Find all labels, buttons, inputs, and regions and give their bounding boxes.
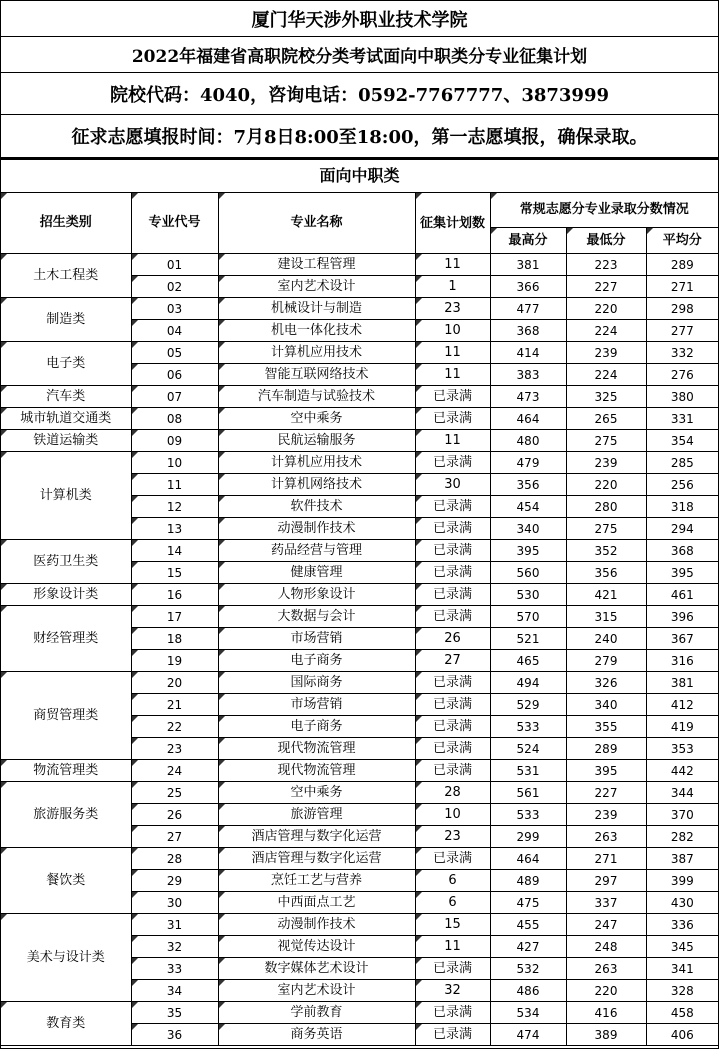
score-max: 533 xyxy=(490,804,566,826)
score-max: 455 xyxy=(490,914,566,936)
plan-count: 已录满 xyxy=(415,694,490,716)
major-name: 视觉传达设计 xyxy=(218,936,415,958)
score-max: 477 xyxy=(490,298,566,320)
score-max: 530 xyxy=(490,584,566,606)
major-name: 室内艺术设计 xyxy=(218,276,415,298)
major-name: 动漫制作技术 xyxy=(218,914,415,936)
score-avg: 380 xyxy=(646,386,718,408)
score-max: 368 xyxy=(490,320,566,342)
major-code: 27 xyxy=(131,826,218,848)
major-code: 01 xyxy=(131,254,218,276)
score-max: 464 xyxy=(490,408,566,430)
score-max: 395 xyxy=(490,540,566,562)
score-min: 340 xyxy=(566,694,646,716)
header-scores: 常规志愿分专业录取分数情况 xyxy=(490,193,718,228)
table-row xyxy=(1,408,718,430)
plan-count: 1 xyxy=(415,276,490,298)
category-cell: 制造类 xyxy=(1,298,131,342)
major-code: 22 xyxy=(131,716,218,738)
category-cell: 旅游服务类 xyxy=(1,782,131,848)
major-code: 36 xyxy=(131,1024,218,1046)
score-min: 352 xyxy=(566,540,646,562)
score-avg: 256 xyxy=(646,474,718,496)
score-max: 534 xyxy=(490,1002,566,1024)
major-name: 人物形象设计 xyxy=(218,584,415,606)
major-code: 16 xyxy=(131,584,218,606)
score-max: 414 xyxy=(490,342,566,364)
score-max: 489 xyxy=(490,870,566,892)
major-name: 现代物流管理 xyxy=(218,738,415,760)
major-name: 市场营销 xyxy=(218,628,415,650)
score-max: 532 xyxy=(490,958,566,980)
plan-count: 已录满 xyxy=(415,760,490,782)
score-avg: 406 xyxy=(646,1024,718,1046)
school-name: 厦门华天涉外职业技术学院 xyxy=(1,1,718,37)
category-cell: 铁道运输类 xyxy=(1,430,131,452)
category-cell: 计算机类 xyxy=(1,452,131,540)
score-max: 529 xyxy=(490,694,566,716)
table-row xyxy=(1,1002,718,1024)
score-avg: 341 xyxy=(646,958,718,980)
table-row xyxy=(1,760,718,782)
score-min: 275 xyxy=(566,430,646,452)
table-row xyxy=(1,298,718,320)
category-cell: 教育类 xyxy=(1,1002,131,1046)
plan-count: 11 xyxy=(415,364,490,386)
score-avg: 285 xyxy=(646,452,718,474)
score-min: 275 xyxy=(566,518,646,540)
major-code: 25 xyxy=(131,782,218,804)
plan-count: 已录满 xyxy=(415,848,490,870)
major-code: 29 xyxy=(131,870,218,892)
score-min: 240 xyxy=(566,628,646,650)
score-avg: 277 xyxy=(646,320,718,342)
major-name: 动漫制作技术 xyxy=(218,518,415,540)
major-code: 17 xyxy=(131,606,218,628)
score-max: 533 xyxy=(490,716,566,738)
score-avg: 298 xyxy=(646,298,718,320)
major-name: 民航运输服务 xyxy=(218,430,415,452)
plan-count: 32 xyxy=(415,980,490,1002)
score-max: 494 xyxy=(490,672,566,694)
score-max: 475 xyxy=(490,892,566,914)
score-avg: 381 xyxy=(646,672,718,694)
major-name: 计算机应用技术 xyxy=(218,342,415,364)
major-name: 酒店管理与数字化运营 xyxy=(218,826,415,848)
plan-title: 2022年福建省高职院校分类考试面向中职类分专业征集计划 xyxy=(1,37,718,73)
score-max: 473 xyxy=(490,386,566,408)
score-min: 220 xyxy=(566,298,646,320)
plan-count: 26 xyxy=(415,628,490,650)
score-min: 279 xyxy=(566,650,646,672)
score-min: 421 xyxy=(566,584,646,606)
table-row xyxy=(1,914,718,936)
score-max: 560 xyxy=(490,562,566,584)
score-min: 263 xyxy=(566,826,646,848)
plan-count: 6 xyxy=(415,870,490,892)
plan-count: 27 xyxy=(415,650,490,672)
major-name: 国际商务 xyxy=(218,672,415,694)
major-code: 09 xyxy=(131,430,218,452)
plan-count: 已录满 xyxy=(415,738,490,760)
plan-count: 已录满 xyxy=(415,606,490,628)
major-name: 健康管理 xyxy=(218,562,415,584)
score-max: 479 xyxy=(490,452,566,474)
score-min: 395 xyxy=(566,760,646,782)
major-name: 数字媒体艺术设计 xyxy=(218,958,415,980)
table-row xyxy=(1,584,718,606)
major-code: 24 xyxy=(131,760,218,782)
plan-count: 11 xyxy=(415,254,490,276)
score-min: 224 xyxy=(566,320,646,342)
score-avg: 332 xyxy=(646,342,718,364)
score-min: 271 xyxy=(566,848,646,870)
score-min: 263 xyxy=(566,958,646,980)
score-min: 325 xyxy=(566,386,646,408)
category-cell: 餐饮类 xyxy=(1,848,131,914)
major-name: 软件技术 xyxy=(218,496,415,518)
score-avg: 395 xyxy=(646,562,718,584)
header-avg: 平均分 xyxy=(646,228,718,254)
major-name: 机械设计与制造 xyxy=(218,298,415,320)
major-name: 药品经营与管理 xyxy=(218,540,415,562)
score-avg: 294 xyxy=(646,518,718,540)
score-avg: 282 xyxy=(646,826,718,848)
score-max: 524 xyxy=(490,738,566,760)
table-row xyxy=(1,430,718,452)
table-row xyxy=(1,782,718,804)
major-code: 23 xyxy=(131,738,218,760)
major-name: 酒店管理与数字化运营 xyxy=(218,848,415,870)
section-title: 面向中职类 xyxy=(1,160,718,193)
major-name: 空中乘务 xyxy=(218,782,415,804)
score-min: 315 xyxy=(566,606,646,628)
score-min: 337 xyxy=(566,892,646,914)
major-code: 21 xyxy=(131,694,218,716)
plan-count: 已录满 xyxy=(415,540,490,562)
score-avg: 442 xyxy=(646,760,718,782)
score-min: 389 xyxy=(566,1024,646,1046)
score-min: 280 xyxy=(566,496,646,518)
major-name: 电子商务 xyxy=(218,716,415,738)
score-avg: 368 xyxy=(646,540,718,562)
plan-count: 已录满 xyxy=(415,452,490,474)
plan-count: 已录满 xyxy=(415,408,490,430)
score-avg: 316 xyxy=(646,650,718,672)
score-min: 355 xyxy=(566,716,646,738)
plan-count: 已录满 xyxy=(415,958,490,980)
table-row xyxy=(1,672,718,694)
table-row xyxy=(1,342,718,364)
score-avg: 276 xyxy=(646,364,718,386)
plan-count: 已录满 xyxy=(415,518,490,540)
plan-count: 已录满 xyxy=(415,496,490,518)
score-min: 223 xyxy=(566,254,646,276)
plan-count: 28 xyxy=(415,782,490,804)
major-name: 学前教育 xyxy=(218,1002,415,1024)
major-name: 市场营销 xyxy=(218,694,415,716)
score-avg: 336 xyxy=(646,914,718,936)
major-name: 大数据与会计 xyxy=(218,606,415,628)
score-min: 220 xyxy=(566,980,646,1002)
major-code: 05 xyxy=(131,342,218,364)
score-avg: 318 xyxy=(646,496,718,518)
major-code: 33 xyxy=(131,958,218,980)
category-cell: 医药卫生类 xyxy=(1,540,131,584)
major-name: 旅游管理 xyxy=(218,804,415,826)
header-major: 专业名称 xyxy=(218,193,415,254)
table-row xyxy=(1,452,718,474)
major-name: 机电一体化技术 xyxy=(218,320,415,342)
score-min: 239 xyxy=(566,452,646,474)
category-cell: 美术与设计类 xyxy=(1,914,131,1002)
score-min: 239 xyxy=(566,342,646,364)
score-max: 299 xyxy=(490,826,566,848)
major-code: 19 xyxy=(131,650,218,672)
major-code: 34 xyxy=(131,980,218,1002)
major-code: 14 xyxy=(131,540,218,562)
major-name: 中西面点工艺 xyxy=(218,892,415,914)
score-min: 416 xyxy=(566,1002,646,1024)
plan-count: 已录满 xyxy=(415,672,490,694)
major-code: 10 xyxy=(131,452,218,474)
score-max: 570 xyxy=(490,606,566,628)
header-plan-label: 征集计划数 xyxy=(419,215,485,231)
score-min: 247 xyxy=(566,914,646,936)
score-avg: 430 xyxy=(646,892,718,914)
plan-count: 11 xyxy=(415,936,490,958)
application-notice: 征求志愿填报时间：7月8日8:00至18:00，第一志愿填报，确保录取。 xyxy=(1,115,718,159)
major-name: 室内艺术设计 xyxy=(218,980,415,1002)
header-min: 最低分 xyxy=(566,228,646,254)
score-max: 480 xyxy=(490,430,566,452)
major-name: 现代物流管理 xyxy=(218,760,415,782)
category-cell: 财经管理类 xyxy=(1,606,131,672)
contact-info: 院校代码：4040，咨询电话：0592-7767777、3873999 xyxy=(1,73,718,115)
header-plan xyxy=(415,193,490,254)
score-min: 227 xyxy=(566,782,646,804)
score-min: 326 xyxy=(566,672,646,694)
score-avg: 344 xyxy=(646,782,718,804)
major-name: 建设工程管理 xyxy=(218,254,415,276)
category-cell: 土木工程类 xyxy=(1,254,131,298)
score-max: 381 xyxy=(490,254,566,276)
score-max: 427 xyxy=(490,936,566,958)
score-max: 464 xyxy=(490,848,566,870)
score-min: 356 xyxy=(566,562,646,584)
major-code: 20 xyxy=(131,672,218,694)
major-name: 智能互联网络技术 xyxy=(218,364,415,386)
score-min: 297 xyxy=(566,870,646,892)
category-cell: 形象设计类 xyxy=(1,584,131,606)
major-name: 电子商务 xyxy=(218,650,415,672)
major-code: 32 xyxy=(131,936,218,958)
score-max: 340 xyxy=(490,518,566,540)
plan-count: 已录满 xyxy=(415,562,490,584)
score-min: 289 xyxy=(566,738,646,760)
major-code: 28 xyxy=(131,848,218,870)
plan-count: 30 xyxy=(415,474,490,496)
score-min: 265 xyxy=(566,408,646,430)
score-avg: 419 xyxy=(646,716,718,738)
category-cell: 城市轨道交通类 xyxy=(1,408,131,430)
score-min: 220 xyxy=(566,474,646,496)
plan-count: 10 xyxy=(415,804,490,826)
major-name: 计算机网络技术 xyxy=(218,474,415,496)
major-name: 汽车制造与试验技术 xyxy=(218,386,415,408)
plan-count: 23 xyxy=(415,298,490,320)
major-code: 35 xyxy=(131,1002,218,1024)
score-avg: 412 xyxy=(646,694,718,716)
score-avg: 271 xyxy=(646,276,718,298)
enrollment-table xyxy=(1,159,718,1046)
plan-count: 已录满 xyxy=(415,1002,490,1024)
plan-count: 已录满 xyxy=(415,584,490,606)
plan-count: 已录满 xyxy=(415,1024,490,1046)
score-max: 474 xyxy=(490,1024,566,1046)
score-avg: 399 xyxy=(646,870,718,892)
score-max: 454 xyxy=(490,496,566,518)
score-max: 383 xyxy=(490,364,566,386)
major-code: 15 xyxy=(131,562,218,584)
header-max: 最高分 xyxy=(490,228,566,254)
table-row xyxy=(1,606,718,628)
score-min: 248 xyxy=(566,936,646,958)
score-avg: 328 xyxy=(646,980,718,1002)
score-max: 465 xyxy=(490,650,566,672)
plan-count: 10 xyxy=(415,320,490,342)
score-min: 239 xyxy=(566,804,646,826)
score-min: 224 xyxy=(566,364,646,386)
score-avg: 396 xyxy=(646,606,718,628)
score-avg: 387 xyxy=(646,848,718,870)
score-avg: 353 xyxy=(646,738,718,760)
score-max: 366 xyxy=(490,276,566,298)
score-min: 227 xyxy=(566,276,646,298)
major-name: 商务英语 xyxy=(218,1024,415,1046)
score-avg: 370 xyxy=(646,804,718,826)
major-name: 空中乘务 xyxy=(218,408,415,430)
header-code: 专业代号 xyxy=(131,193,218,254)
table-row xyxy=(1,848,718,870)
score-max: 561 xyxy=(490,782,566,804)
category-cell: 物流管理类 xyxy=(1,760,131,782)
header-category: 招生类别 xyxy=(1,193,131,254)
plan-count: 11 xyxy=(415,342,490,364)
major-name: 计算机应用技术 xyxy=(218,452,415,474)
major-code: 18 xyxy=(131,628,218,650)
major-code: 08 xyxy=(131,408,218,430)
major-code: 07 xyxy=(131,386,218,408)
score-max: 486 xyxy=(490,980,566,1002)
plan-count: 已录满 xyxy=(415,386,490,408)
plan-count: 6 xyxy=(415,892,490,914)
major-code: 11 xyxy=(131,474,218,496)
major-name: 烹饪工艺与营养 xyxy=(218,870,415,892)
score-max: 531 xyxy=(490,760,566,782)
major-code: 12 xyxy=(131,496,218,518)
plan-count: 23 xyxy=(415,826,490,848)
score-avg: 461 xyxy=(646,584,718,606)
score-avg: 331 xyxy=(646,408,718,430)
score-avg: 354 xyxy=(646,430,718,452)
plan-count: 已录满 xyxy=(415,716,490,738)
major-code: 31 xyxy=(131,914,218,936)
major-code: 13 xyxy=(131,518,218,540)
score-max: 356 xyxy=(490,474,566,496)
category-cell: 汽车类 xyxy=(1,386,131,408)
major-code: 04 xyxy=(131,320,218,342)
category-cell: 商贸管理类 xyxy=(1,672,131,760)
table-row xyxy=(1,254,718,276)
score-avg: 458 xyxy=(646,1002,718,1024)
score-avg: 289 xyxy=(646,254,718,276)
score-max: 521 xyxy=(490,628,566,650)
major-code: 03 xyxy=(131,298,218,320)
table-row xyxy=(1,540,718,562)
major-code: 30 xyxy=(131,892,218,914)
score-avg: 345 xyxy=(646,936,718,958)
major-code: 26 xyxy=(131,804,218,826)
plan-count: 15 xyxy=(415,914,490,936)
major-code: 02 xyxy=(131,276,218,298)
plan-count: 11 xyxy=(415,430,490,452)
major-code: 06 xyxy=(131,364,218,386)
category-cell: 电子类 xyxy=(1,342,131,386)
table-row xyxy=(1,386,718,408)
score-avg: 367 xyxy=(646,628,718,650)
